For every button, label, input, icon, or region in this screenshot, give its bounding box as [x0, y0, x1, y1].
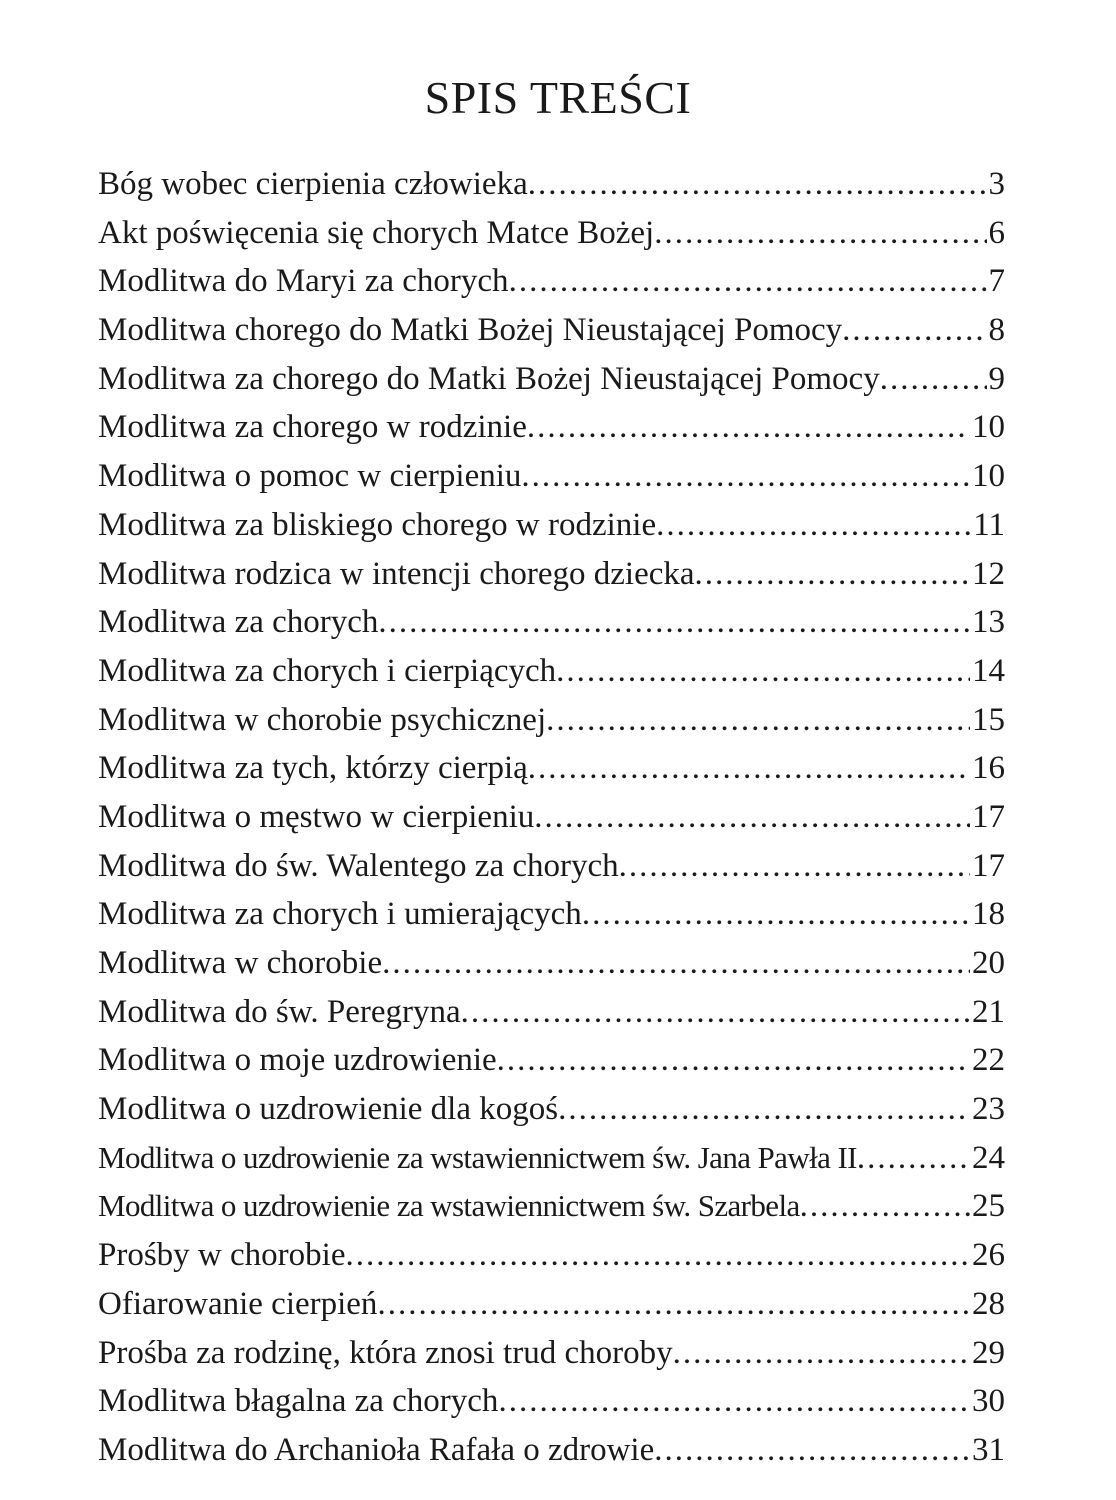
toc-entry-title: Modlitwa za chorych: [98, 604, 379, 641]
dot-leader: [842, 306, 986, 355]
toc-entry-title: Modlitwa w chorobie psychicznej: [98, 701, 547, 738]
dot-leader: [582, 890, 970, 939]
toc-entry-page-number: 17: [972, 798, 1005, 835]
toc-entry-title: Modlitwa za bliskiego chorego w rodzinie: [98, 506, 657, 543]
dot-leader: [857, 1134, 970, 1183]
toc-entry: [98, 1231, 1005, 1280]
dot-leader: [534, 793, 970, 842]
dot-leader: [497, 1036, 970, 1085]
toc-entry-title: Modlitwa chorego do Matki Bożej Nieustającej Pomocy: [98, 312, 843, 349]
toc-entry: [98, 939, 1005, 988]
toc-entry-title: Modlitwa za chorego w rodzinie: [98, 409, 527, 446]
toc-entry: [98, 1036, 1005, 1085]
toc-entry-page-number: 11: [973, 506, 1005, 543]
toc-entry-page-number: 7: [988, 263, 1005, 300]
dot-leader: [673, 1329, 970, 1378]
dot-leader: [546, 696, 970, 745]
toc-entry-title: Modlitwa o męstwo w cierpieniu: [98, 798, 535, 835]
toc-entry-page-number: 24: [972, 1139, 1005, 1176]
toc-entry: [98, 793, 1005, 842]
toc-entry-page-number: 23: [972, 1091, 1005, 1128]
toc-entry: [98, 160, 1005, 209]
dot-leader: [521, 452, 970, 501]
toc-entry: [98, 598, 1005, 647]
dot-leader: [345, 1231, 970, 1280]
toc-entry-title: Modlitwa o moje uzdrowienie: [98, 1042, 497, 1079]
toc-entry: [98, 1280, 1005, 1329]
toc-entry: [98, 890, 1005, 939]
toc-entry-title: Modlitwa o pomoc w cierpieniu: [98, 458, 522, 495]
toc-entry-page-number: 12: [972, 555, 1005, 592]
toc-entry-title: Modlitwa rodzica w intencji chorego dziecka: [98, 555, 695, 592]
toc-entry: [98, 501, 1005, 550]
toc-entry-title: Bóg wobec cierpienia człowieka: [98, 166, 528, 202]
toc-entry-title: Modlitwa do św. Walentego za chorych: [98, 847, 619, 884]
toc-entry-page-number: 22: [972, 1042, 1005, 1079]
table-of-contents: [98, 160, 1005, 1475]
toc-entry-page-number: 8: [988, 312, 1005, 349]
toc-entry: [98, 1329, 1005, 1378]
toc-entry-page-number: 20: [972, 945, 1005, 981]
dot-leader: [800, 1182, 970, 1231]
toc-entry-page-number: 9: [988, 360, 1005, 397]
toc-entry-page-number: 29: [972, 1334, 1005, 1371]
dot-leader: [880, 355, 987, 404]
toc-entry-page-number: 31: [972, 1431, 1005, 1468]
toc-entry-page-number: 30: [972, 1383, 1005, 1420]
dot-leader: [377, 1280, 970, 1329]
toc-entry-page-number: 16: [972, 750, 1005, 787]
toc-entry-page-number: 6: [988, 214, 1005, 251]
toc-entry-page-number: 21: [972, 993, 1005, 1030]
toc-entry: [98, 842, 1005, 891]
toc-entry-title: Modlitwa błagalna za chorych: [98, 1383, 499, 1420]
dot-leader: [528, 160, 987, 209]
dot-leader: [654, 1426, 970, 1475]
toc-entry-title: Modlitwa za tych, którzy cierpią: [98, 750, 528, 787]
toc-entry-title: Modlitwa za chorych i umierających: [98, 896, 582, 933]
dot-leader: [558, 1085, 970, 1134]
toc-entry-title: Modlitwa o uzdrowienie za wstawiennictwem św. Jana Pawła II: [98, 1139, 857, 1175]
toc-entry: [98, 1377, 1005, 1426]
toc-entry: [98, 355, 1005, 404]
toc-entry-title: Prośba za rodzinę, która znosi trud choroby: [98, 1334, 673, 1371]
page-title: SPIS TREŚCI: [424, 72, 692, 123]
toc-entry-title: Modlitwa za chorego do Matki Bożej Nieustającej Pomocy: [98, 360, 880, 397]
dot-leader: [527, 403, 970, 452]
toc-entry-page-number: 18: [972, 896, 1005, 933]
toc-entry-page-number: 14: [972, 652, 1005, 689]
toc-entry: [98, 696, 1005, 745]
dot-leader: [509, 257, 987, 306]
toc-entry-page-number: 28: [972, 1285, 1005, 1322]
dot-leader: [654, 209, 986, 258]
toc-entry-title: Modlitwa za chorych i cierpiących: [98, 652, 557, 689]
toc-entry-page-number: 17: [972, 847, 1005, 884]
dot-leader: [498, 1377, 970, 1426]
toc-entry: [98, 452, 1005, 501]
toc-entry: [98, 257, 1005, 306]
toc-entry-title: Prośby w chorobie: [98, 1237, 346, 1274]
toc-entry-page-number: 25: [972, 1188, 1005, 1225]
toc-entry: [98, 744, 1005, 793]
toc-entry: [98, 1134, 1005, 1183]
toc-entry-title: Modlitwa o uzdrowienie dla kogoś: [98, 1091, 559, 1128]
toc-entry-title: Ofiarowanie cierpień: [98, 1285, 378, 1322]
dot-leader: [528, 744, 970, 793]
toc-entry: [98, 1426, 1005, 1475]
dot-leader: [382, 939, 970, 988]
toc-entry-title: Modlitwa w chorobie: [98, 945, 383, 981]
toc-entry-page-number: 10: [972, 458, 1005, 495]
toc-entry-title: Modlitwa o uzdrowienie za wstawiennictwem św. Szarbela: [98, 1188, 800, 1224]
dot-leader: [556, 647, 970, 696]
toc-entry: [98, 647, 1005, 696]
toc-entry: [98, 1085, 1005, 1134]
toc-entry-title: Akt poświęcenia się chorych Matce Bożej: [98, 214, 655, 251]
toc-entry: [98, 306, 1005, 355]
toc-entry: [98, 988, 1005, 1037]
toc-entry-title: Modlitwa do Maryi za chorych: [98, 263, 509, 300]
toc-entry-page-number: 3: [988, 166, 1005, 202]
toc-entry-title: Modlitwa do Archanioła Rafała o zdrowie: [98, 1431, 655, 1468]
toc-entry-page-number: 10: [972, 409, 1005, 446]
toc-entry: [98, 403, 1005, 452]
toc-entry-title: Modlitwa do św. Peregryna: [98, 993, 461, 1030]
dot-leader: [619, 842, 970, 891]
dot-leader: [695, 550, 970, 599]
dot-leader: [378, 598, 970, 647]
toc-entry-page-number: 13: [972, 604, 1005, 641]
toc-entry-page-number: 15: [972, 701, 1005, 738]
toc-entry-page-number: 26: [972, 1237, 1005, 1274]
dot-leader: [461, 988, 970, 1037]
dot-leader: [656, 501, 971, 550]
toc-entry: [98, 209, 1005, 258]
toc-entry: [98, 1182, 1005, 1231]
toc-entry: [98, 550, 1005, 599]
